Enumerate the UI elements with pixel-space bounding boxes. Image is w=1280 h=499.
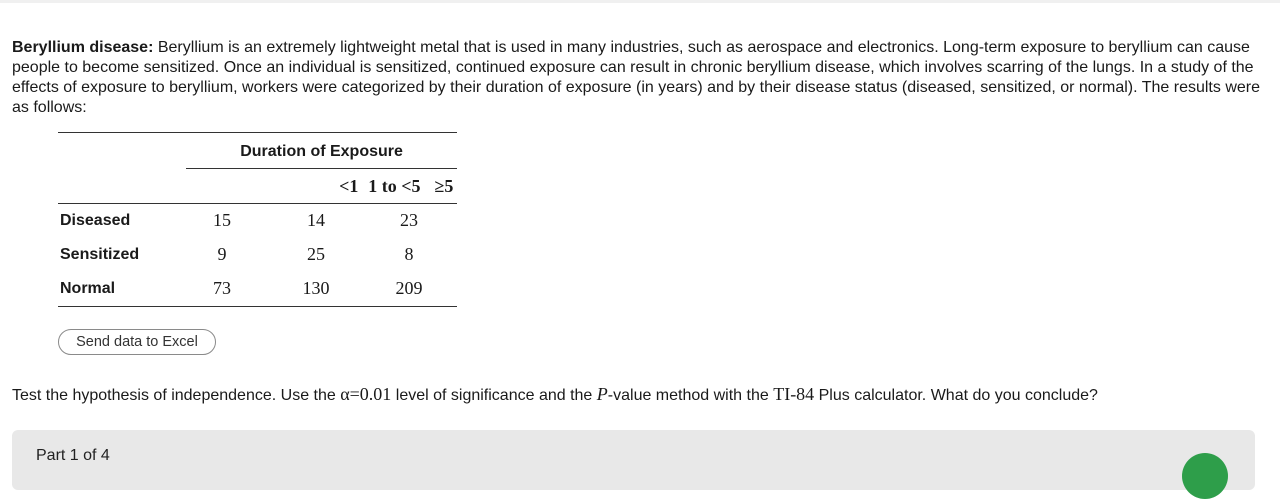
send-to-excel-button[interactable]: Send data to Excel — [58, 329, 216, 355]
table-row: Normal 73 130 209 — [58, 272, 457, 307]
question-part: Test the hypothesis of independence. Use the — [12, 387, 341, 404]
part-label: Part 1 of 4 — [36, 447, 110, 464]
question-part: -value method with the — [607, 387, 774, 404]
top-divider — [0, 0, 1280, 3]
column-header-row — [58, 169, 457, 204]
status-indicator — [1182, 453, 1228, 499]
calculator-model: TI-84 — [773, 384, 815, 404]
question-part: Plus calculator. What do you conclude? — [814, 387, 1098, 404]
problem-text: Beryllium is an extremely lightweight metal that is used in many industries, such as aerospace and electronics. Long-term exposure to beryllium can cause people to become sensitized. Once an individual is sensitized, continued exposure can result in chronic beryllium disease, which involves scarring of the lungs. In a study of the effects of exposure to beryllium, workers were categorized by their duration of exposure (in years) and by their disease status (diseased, sensitized, or normal). The results were as follows: — [12, 39, 1260, 116]
contingency-table — [58, 132, 457, 204]
problem-statement — [12, 38, 1268, 118]
p-symbol: P — [596, 384, 608, 404]
table-row: Diseased 15 14 23 — [60, 210, 418, 230]
part-panel — [12, 430, 1255, 490]
question-text — [12, 384, 1272, 406]
alpha-value: α=0.01 — [340, 384, 392, 404]
problem-title: Beryllium disease: — [12, 39, 154, 56]
duration-header: Duration of Exposure — [186, 135, 457, 169]
col-header-lt1: <1 — [186, 169, 358, 204]
row-label-diseased: Diseased — [60, 212, 131, 229]
row-label-normal: Normal — [60, 280, 116, 297]
question-part: level of significance and the — [391, 387, 597, 404]
col-header-1to5: 1 to <5 — [358, 169, 430, 204]
row-label-sensitized: Sensitized — [60, 246, 140, 263]
col-header-ge5: ≥5 — [430, 169, 457, 204]
table-row: Sensitized 9 25 8 — [60, 244, 414, 264]
